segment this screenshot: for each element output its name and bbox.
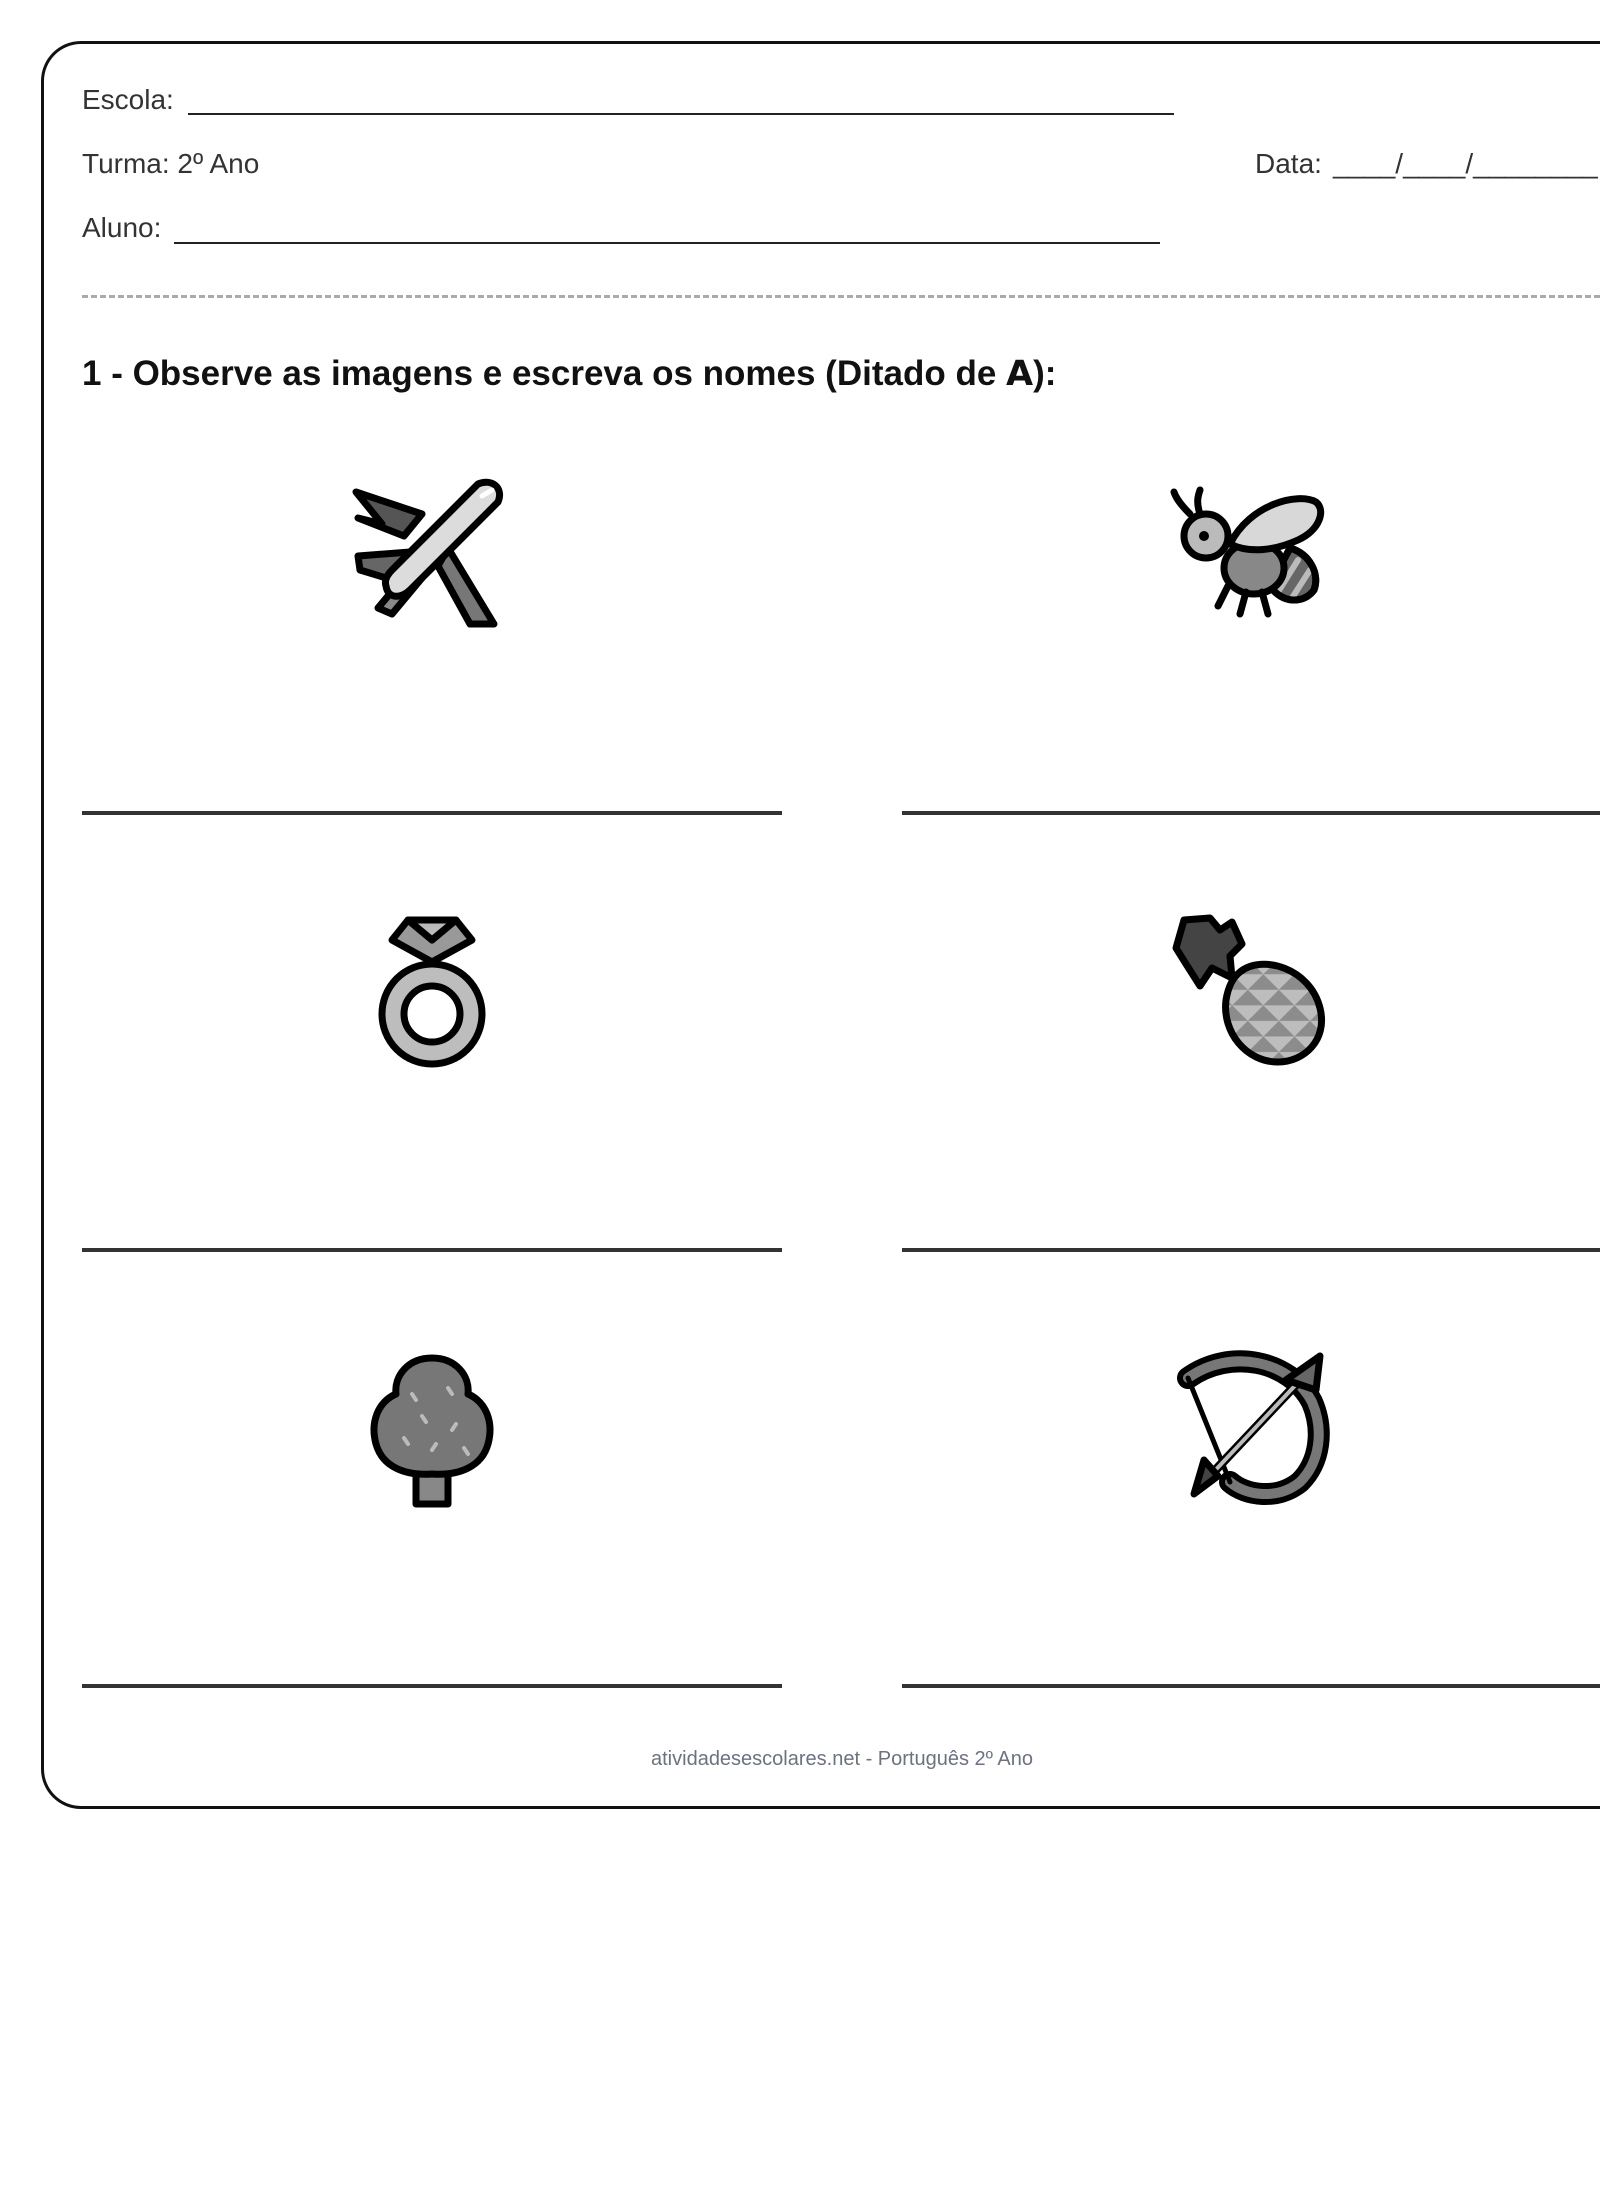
date-label: Data:	[1255, 148, 1322, 179]
ring-icon	[352, 912, 512, 1072]
bow-and-arrow-icon	[1170, 1350, 1330, 1510]
separator	[82, 295, 1600, 298]
student-label: Aluno:	[82, 212, 162, 243]
school-label: Escola:	[82, 84, 174, 115]
student-line	[174, 242, 1160, 244]
answer-line-5[interactable]	[82, 1684, 782, 1688]
answer-line-4[interactable]	[902, 1248, 1600, 1252]
pineapple-icon	[1170, 912, 1330, 1072]
answer-line-1[interactable]	[82, 811, 782, 815]
worksheet-frame	[41, 41, 1600, 1809]
date-blank: ____/____/________	[1333, 148, 1598, 179]
tree-icon	[352, 1350, 512, 1510]
answer-line-3[interactable]	[82, 1248, 782, 1252]
school-line	[188, 113, 1174, 115]
answer-line-2[interactable]	[902, 811, 1600, 815]
question-title: 1 - Observe as imagens e escreva os nomes (Ditado de A):	[82, 354, 1057, 394]
class-label: Turma: 2º Ano	[82, 148, 260, 179]
answer-line-6[interactable]	[902, 1684, 1600, 1688]
footer-text: atividadesescolares.net - Português 2º Ano	[651, 1748, 1033, 1770]
airplane-icon	[352, 474, 512, 634]
bee-icon	[1170, 474, 1330, 634]
question-letter: A	[1006, 354, 1034, 394]
